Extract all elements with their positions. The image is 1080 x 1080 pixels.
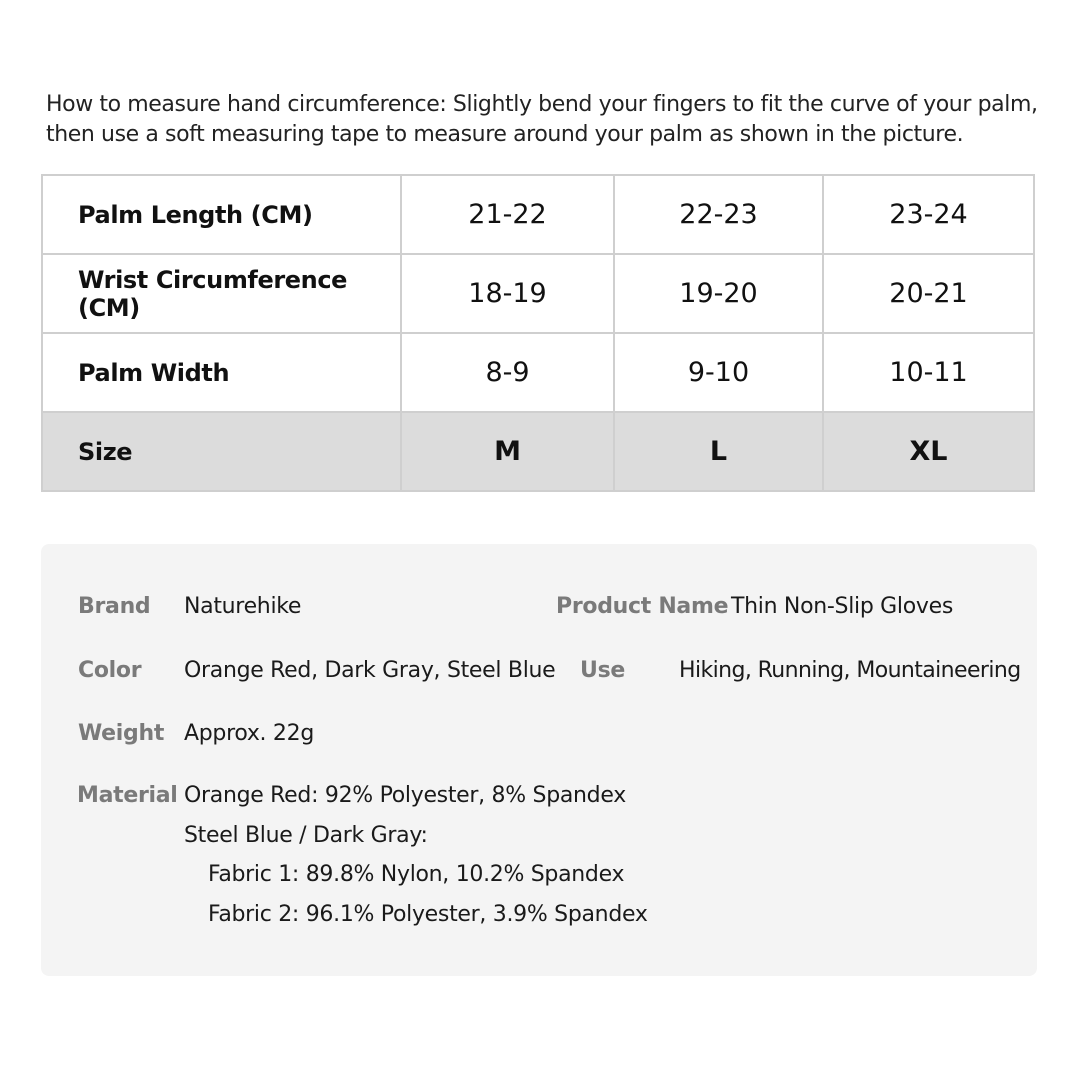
- wrist-circumference-l: 19-20: [614, 254, 823, 333]
- brand-label: Brand: [78, 594, 151, 619]
- row-label-size: Size: [42, 412, 401, 491]
- material-line-4: Fabric 2: 96.1% Polyester, 3.9% Spandex: [208, 902, 648, 927]
- table-row-palm-length: [42, 175, 1034, 254]
- product-name-label: Product Name: [556, 594, 729, 619]
- palm-length-m: 21-22: [401, 175, 614, 254]
- palm-length-l: 22-23: [614, 175, 823, 254]
- material-label: Material: [77, 783, 178, 808]
- color-label: Color: [78, 658, 142, 683]
- size-chart-table: [41, 174, 1035, 492]
- palm-length-xl: 23-24: [823, 175, 1034, 254]
- palm-width-l: 9-10: [614, 333, 823, 412]
- use-label: Use: [580, 658, 625, 683]
- weight-label: Weight: [78, 721, 165, 746]
- table-row-size: [42, 412, 1034, 491]
- palm-width-xl: 10-11: [823, 333, 1034, 412]
- brand-value: Naturehike: [184, 594, 302, 619]
- size-l: L: [614, 412, 823, 491]
- instructions-line-1: How to measure hand circumference: Slightly bend your fingers to fit the curve of your palm,: [46, 92, 1038, 117]
- instructions-line-2: then use a soft measuring tape to measure around your palm as shown in the picture.: [46, 122, 964, 147]
- row-label-wrist-circumference: Wrist Circumference (CM): [42, 254, 401, 333]
- color-value: Orange Red, Dark Gray, Steel Blue: [184, 658, 556, 683]
- table-row-palm-width: [42, 333, 1034, 412]
- palm-width-m: 8-9: [401, 333, 614, 412]
- table-row-wrist-circumference: [42, 254, 1034, 333]
- material-line-2: Steel Blue / Dark Gray:: [184, 823, 428, 848]
- measuring-instructions: [46, 90, 1056, 150]
- weight-value: Approx. 22g: [184, 721, 314, 746]
- size-m: M: [401, 412, 614, 491]
- size-xl: XL: [823, 412, 1034, 491]
- use-value: Hiking, Running, Mountaineering: [679, 658, 1021, 683]
- row-label-palm-width: Palm Width: [42, 333, 401, 412]
- material-line-1: Orange Red: 92% Polyester, 8% Spandex: [184, 783, 626, 808]
- product-name-value: Thin Non-Slip Gloves: [731, 594, 954, 619]
- material-line-3: Fabric 1: 89.8% Nylon, 10.2% Spandex: [208, 862, 625, 887]
- wrist-circumference-xl: 20-21: [823, 254, 1034, 333]
- row-label-palm-length: Palm Length (CM): [42, 175, 401, 254]
- wrist-circumference-m: 18-19: [401, 254, 614, 333]
